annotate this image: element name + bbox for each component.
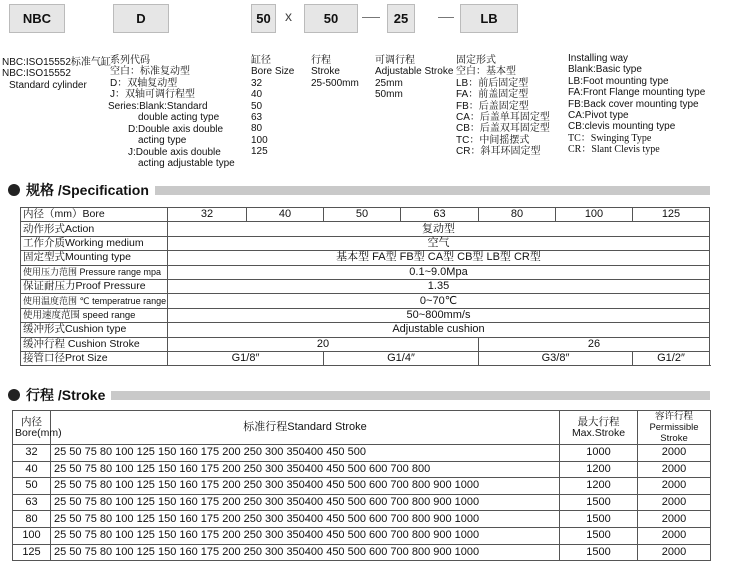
table-row [13, 511, 711, 528]
header-cell: 内径 Bore(mm) [13, 411, 51, 445]
desc-line: double acting type [138, 112, 220, 124]
spec-value: 26 [479, 337, 710, 351]
desc-line: Series:Blank:Standard [108, 101, 208, 112]
desc-line: 缸径 [251, 55, 271, 66]
stroke-list-cell: 25 50 75 80 100 125 150 160 175 200 250 300 350400 450 500 [51, 445, 560, 462]
max-stroke-cell: 1500 [560, 544, 638, 561]
desc-line: 100 [251, 134, 268, 146]
bore-cell: 80 [479, 208, 556, 222]
code-bore: 50 [251, 4, 276, 33]
bore-cell: 125 [13, 544, 51, 561]
desc-line: 40 [251, 89, 263, 101]
spec-section-header [8, 182, 710, 198]
desc-line: 空白：标准复动型 [110, 66, 190, 78]
bore-cell: 50 [13, 478, 51, 495]
desc-line: D:Double axis double [128, 123, 224, 135]
desc-line: TC：中间摇摆式 [456, 134, 530, 146]
max-stroke-cell: 1500 [560, 494, 638, 511]
desc-line: Bore Size [251, 66, 295, 78]
desc-line: 125 [251, 146, 268, 158]
desc-line: CA：后盖单耳固定型 [456, 111, 550, 123]
bore-cell: 125 [633, 208, 710, 222]
desc-line: 50 [251, 100, 263, 112]
desc-line: Installing way [568, 53, 629, 64]
bore-cell: 40 [13, 461, 51, 478]
stroke-section-header [8, 387, 710, 403]
spec-label: 使用速度范围 speed range [21, 308, 168, 322]
spec-value: 基本型 FA型 FB型 CA型 CB型 LB型 CR型 [168, 251, 710, 265]
bore-cell: 32 [168, 208, 247, 222]
desc-line: FA:Front Flange mounting type [568, 87, 706, 99]
desc-line: D：双轴复动型 [110, 77, 178, 89]
max-stroke-cell: 1200 [560, 478, 638, 495]
stroke-list-cell: 25 50 75 80 100 125 150 160 175 200 250 300 350400 450 500 600 700 800 900 1000 [51, 511, 560, 528]
header-cell: 最大行程 Max.Stroke [560, 411, 638, 445]
bore-cell: 80 [13, 511, 51, 528]
max-stroke-cell: 1000 [560, 445, 638, 462]
code-adjustable-stroke: 25 [387, 4, 415, 33]
desc-line: CR：斜耳环固定型 [456, 146, 541, 158]
table-row [21, 251, 710, 265]
stroke-list-cell: 25 50 75 80 100 125 150 160 175 200 250 300 350400 450 500 600 700 800 900 1000 [51, 544, 560, 561]
max-stroke-cell: 1500 [560, 527, 638, 544]
bore-cell: 50 [324, 208, 401, 222]
desc-line: acting type [138, 135, 187, 147]
table-header-row [13, 411, 711, 445]
header-cell: 容许行程 Permissible Stroke [638, 411, 711, 445]
bore-cell: 100 [556, 208, 633, 222]
stroke-list-cell: 25 50 75 80 100 125 150 160 175 200 250 300 350400 450 500 600 700 800 900 1000 [51, 494, 560, 511]
spec-value: 1.35 [168, 279, 710, 293]
desc-line: 可调行程 [375, 55, 415, 66]
desc-line: 25mm [375, 77, 403, 89]
table-row [13, 494, 711, 511]
desc-line: J:Double axis double [128, 146, 221, 158]
desc-line: Adjustable Stroke [375, 66, 454, 78]
desc-series-owner [2, 57, 111, 91]
desc-line: LB：前后固定型 [456, 77, 529, 89]
spec-value: 50~800mm/s [168, 308, 710, 322]
bore-cell: 32 [13, 445, 51, 462]
desc-line: 行程 [311, 55, 331, 66]
spec-label: 保证耐压力Proof Pressure [21, 279, 168, 293]
desc-line: 32 [251, 77, 263, 89]
spec-label: 动作形式Action [21, 222, 168, 236]
spec-value: G1/4″ [324, 351, 479, 365]
table-row [13, 544, 711, 561]
section-bar [155, 186, 710, 195]
table-row [21, 337, 710, 351]
table-row [13, 478, 711, 495]
spec-value: 20 [168, 337, 479, 351]
desc-line: NBC:ISO15552 [2, 68, 71, 80]
desc-line: 25-500mm [311, 77, 359, 89]
permissible-stroke-cell: 2000 [638, 511, 711, 528]
bullet-icon [8, 184, 20, 196]
desc-series-code [110, 55, 195, 101]
desc-mounting-cn [456, 55, 550, 158]
table-row [21, 308, 710, 322]
table-row [21, 265, 710, 279]
stroke-table [12, 410, 711, 561]
spec-label: 工作介质Working medium [21, 236, 168, 250]
desc-line: Blank:Basic type [568, 64, 642, 76]
table-row [21, 294, 710, 308]
spec-label: 使用压力范围 Pressure range mpa [21, 265, 168, 279]
desc-line: 63 [251, 111, 263, 123]
desc-line: CA:Pivot type [568, 109, 629, 121]
spec-table [20, 207, 710, 366]
code-stroke: 50 [304, 4, 358, 33]
desc-line: LB:Foot mounting type [568, 75, 669, 87]
spec-value: 复动型 [168, 222, 710, 236]
stroke-title: 行程 /Stroke [26, 387, 106, 403]
table-row [21, 236, 710, 250]
table-row [21, 279, 710, 293]
permissible-stroke-cell: 2000 [638, 544, 711, 561]
stroke-list-cell: 25 50 75 80 100 125 150 160 175 200 250 300 350400 450 500 600 700 800 900 1000 [51, 527, 560, 544]
desc-line: 固定形式 [456, 55, 496, 66]
desc-series-en [108, 101, 235, 169]
desc-line: CB:clevis mounting type [568, 121, 676, 133]
desc-line: Stroke [311, 66, 340, 78]
desc-line: TC：Swinging Type [568, 132, 652, 144]
max-stroke-cell: 1500 [560, 511, 638, 528]
spec-label: 接管口径Prot Size [21, 351, 168, 365]
table-row [21, 351, 710, 365]
desc-line: FB:Back cover mounting type [568, 98, 699, 110]
spec-value: G1/8″ [168, 351, 324, 365]
bore-cell: 40 [247, 208, 324, 222]
code-dash [362, 17, 380, 18]
desc-line: FB：后盖固定型 [456, 100, 529, 112]
permissible-stroke-cell: 2000 [638, 478, 711, 495]
code-separator-x: x [285, 8, 292, 24]
stroke-list-cell: 25 50 75 80 100 125 150 160 175 200 250 300 350400 450 500 600 700 800 [51, 461, 560, 478]
spec-label: 缓冲形式Cushion type [21, 323, 168, 337]
stroke-list-cell: 25 50 75 80 100 125 150 160 175 200 250 300 350400 450 500 600 700 800 900 1000 [51, 478, 560, 495]
desc-line: J：双轴可调行程型 [110, 89, 195, 101]
table-row [21, 208, 710, 222]
spec-value: 空气 [168, 236, 710, 250]
permissible-stroke-cell: 2000 [638, 461, 711, 478]
bullet-icon [8, 389, 20, 401]
header-cell: 标准行程Standard Stroke [51, 411, 560, 445]
desc-line: CR：Slant Clevis type [568, 144, 660, 156]
desc-line: 80 [251, 123, 263, 135]
bore-cell: 63 [13, 494, 51, 511]
permissible-stroke-cell: 2000 [638, 527, 711, 544]
spec-title: 规格 /Specification [26, 182, 149, 198]
desc-line: Standard cylinder [9, 79, 87, 91]
code-series-owner: NBC [9, 4, 65, 33]
spec-value: Adjustable cushion [168, 323, 710, 337]
spec-value: G1/2″ [633, 351, 710, 365]
spec-label: 内径（mm）Bore [21, 208, 168, 222]
spec-value: 0.1~9.0Mpa [168, 265, 710, 279]
table-row [13, 527, 711, 544]
desc-adjustable-stroke [375, 55, 453, 101]
bore-cell: 100 [13, 527, 51, 544]
max-stroke-cell: 1200 [560, 461, 638, 478]
table-row [13, 445, 711, 462]
desc-line: acting adjustable type [138, 157, 235, 169]
spec-value: G3/8″ [479, 351, 633, 365]
code-mounting: LB [460, 4, 518, 33]
desc-line: FA：前盖固定型 [456, 89, 529, 101]
code-dash [438, 17, 454, 18]
section-bar [111, 391, 710, 400]
desc-stroke [311, 55, 359, 89]
code-series: D [113, 4, 169, 33]
bore-cell: 63 [401, 208, 479, 222]
spec-value: 0~70℃ [168, 294, 710, 308]
desc-line: 50mm [375, 89, 403, 101]
desc-line: CB：后盖双耳固定型 [456, 123, 550, 135]
table-row [21, 323, 710, 337]
desc-line: 系列代码 [110, 55, 150, 66]
desc-line: NBC:ISO15552标准气缸 [2, 57, 111, 68]
table-row [21, 222, 710, 236]
desc-line: 空白：基本型 [456, 66, 516, 78]
spec-label: 固定型式Mounting type [21, 251, 168, 265]
desc-mounting-en [568, 53, 705, 156]
permissible-stroke-cell: 2000 [638, 445, 711, 462]
permissible-stroke-cell: 2000 [638, 494, 711, 511]
table-row [13, 461, 711, 478]
desc-bore [251, 55, 294, 158]
spec-label: 缓冲行程 Cushion Stroke [21, 337, 168, 351]
spec-label: 使用温度范围 ℃ temperatrue range [21, 294, 168, 308]
